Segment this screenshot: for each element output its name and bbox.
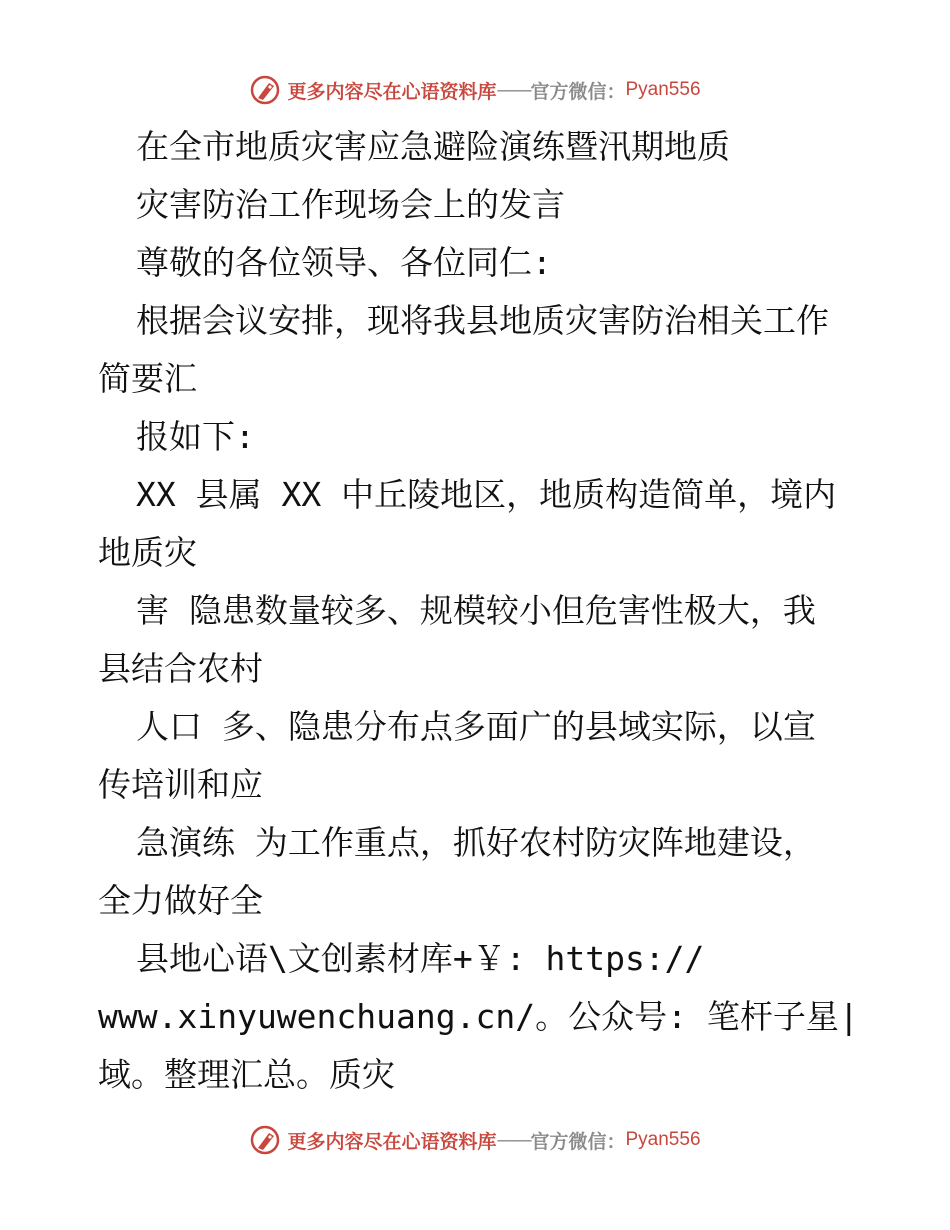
- banner-dash: ——: [496, 79, 531, 101]
- footer-watermark-banner: [0, 1120, 950, 1160]
- banner-wechat-label: 官方微信：: [530, 1130, 626, 1153]
- doc-text-line: 全力做好全: [98, 881, 263, 920]
- doc-text-line: 县结合农村: [98, 649, 263, 688]
- banner-wechat-id: Pyan556: [625, 79, 701, 100]
- pen-nib-circle-icon: [249, 1124, 281, 1156]
- banner-dash: ——: [496, 1129, 531, 1151]
- doc-text-line: 域。整理汇总。质灾: [98, 1055, 395, 1094]
- banner-main-text: 更多内容尽在心语资料库: [287, 1130, 497, 1153]
- banner-main-text: 更多内容尽在心语资料库: [287, 80, 497, 103]
- doc-text-line: 根据会议安排，现将我县地质灾害防治相关工作: [136, 301, 829, 340]
- banner-wechat-id: Pyan556: [625, 1129, 701, 1150]
- doc-title-line-2: 灾害防治工作现场会上的发言: [136, 185, 565, 224]
- doc-text-line: 急演练 为工作重点，抓好农村防灾阵地建设，: [136, 823, 816, 862]
- doc-salutation: 尊敬的各位领导、各位同仁:: [136, 243, 552, 282]
- doc-text-line: 简要汇: [98, 359, 197, 398]
- document-body: [98, 118, 898, 1104]
- doc-text-line: 县地心语\文创素材库+￥: https://: [136, 939, 705, 978]
- doc-text-line: 害 隐患数量较多、规模较小但危害性极大，我: [136, 591, 816, 630]
- doc-text-line: www.xinyuwenchuang.cn/。公众号: 笔杆子星|: [98, 997, 859, 1036]
- pen-nib-circle-icon: [249, 74, 281, 106]
- doc-text-line: 人口 多、隐患分布点多面广的县域实际，以宣: [136, 707, 816, 746]
- doc-title-line-1: 在全市地质灾害应急避险演练暨汛期地质: [136, 127, 730, 166]
- doc-text-line: 报如下:: [136, 417, 255, 456]
- banner-wechat-label: 官方微信：: [530, 80, 626, 103]
- header-watermark-banner: [0, 70, 950, 110]
- doc-text-line: XX 县属 XX 中丘陵地区，地质构造简单，境内: [136, 475, 837, 514]
- doc-text-line: 地质灾: [98, 533, 197, 572]
- doc-text-line: 传培训和应: [98, 765, 263, 804]
